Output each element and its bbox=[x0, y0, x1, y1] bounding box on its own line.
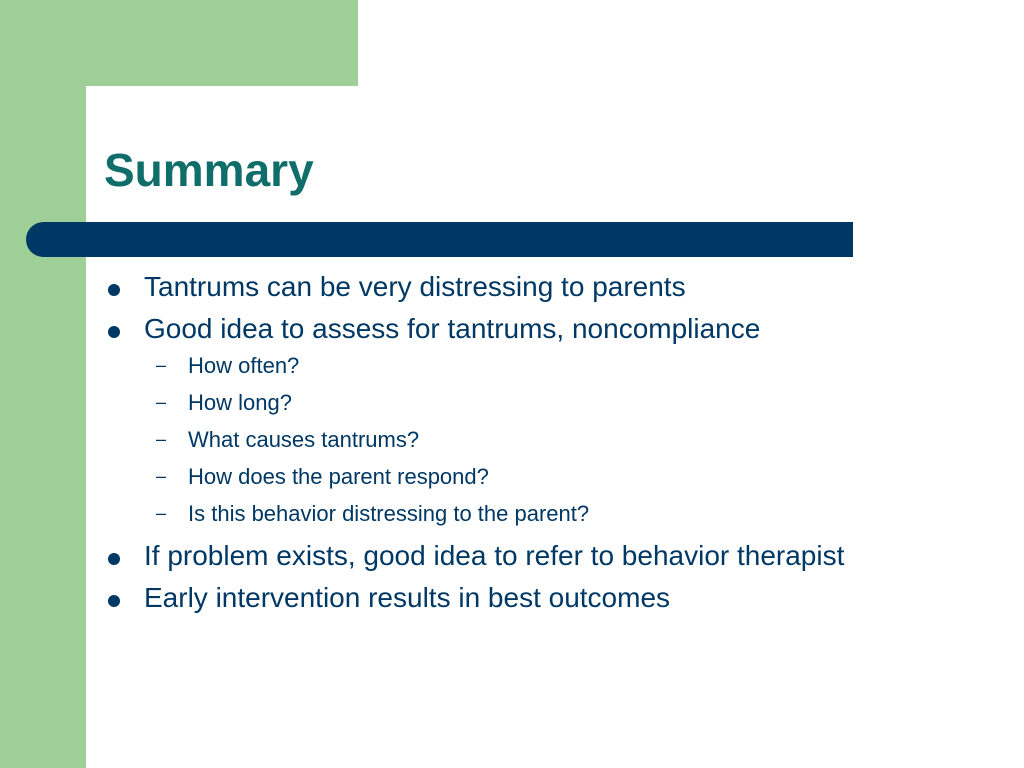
bullet-item bbox=[104, 268, 984, 305]
bullet-text: Early intervention results in best outcomes bbox=[144, 582, 671, 613]
sub-bullet-text: What causes tantrums? bbox=[188, 427, 420, 452]
bullet-item bbox=[104, 579, 984, 616]
sub-bullet-item bbox=[104, 458, 984, 495]
green-top-band bbox=[0, 0, 358, 86]
sub-bullet-text: How does the parent respond? bbox=[188, 464, 489, 489]
dash-icon: – bbox=[156, 392, 167, 412]
dash-icon: – bbox=[156, 503, 167, 523]
title-underline-bar bbox=[26, 222, 853, 257]
sub-bullet-text: How often? bbox=[188, 353, 300, 378]
bullet-dot-icon bbox=[108, 284, 120, 296]
dash-icon: – bbox=[156, 429, 167, 449]
bullet-item bbox=[104, 537, 984, 574]
sub-bullet-text: How long? bbox=[188, 390, 292, 415]
slide-title: Summary bbox=[104, 144, 314, 196]
sub-bullet-item bbox=[104, 495, 984, 532]
sub-bullet-item bbox=[104, 421, 984, 458]
green-left-band bbox=[0, 0, 86, 768]
bullet-dot-icon bbox=[108, 595, 120, 607]
sub-bullet-item bbox=[104, 347, 984, 384]
bullet-text: Tantrums can be very distressing to parents bbox=[144, 271, 686, 302]
dash-icon: – bbox=[156, 355, 167, 375]
bullet-dot-icon bbox=[108, 326, 120, 338]
bullet-text: If problem exists, good idea to refer to behavior therapist bbox=[144, 540, 845, 571]
bullet-dot-icon bbox=[108, 553, 120, 565]
sub-bullet-item bbox=[104, 384, 984, 421]
slide-content bbox=[104, 268, 984, 621]
bullet-text: Good idea to assess for tantrums, noncompliance bbox=[144, 313, 761, 344]
dash-icon: – bbox=[156, 466, 167, 486]
sub-bullet-text: Is this behavior distressing to the parent? bbox=[188, 501, 590, 526]
bullet-item bbox=[104, 310, 984, 347]
